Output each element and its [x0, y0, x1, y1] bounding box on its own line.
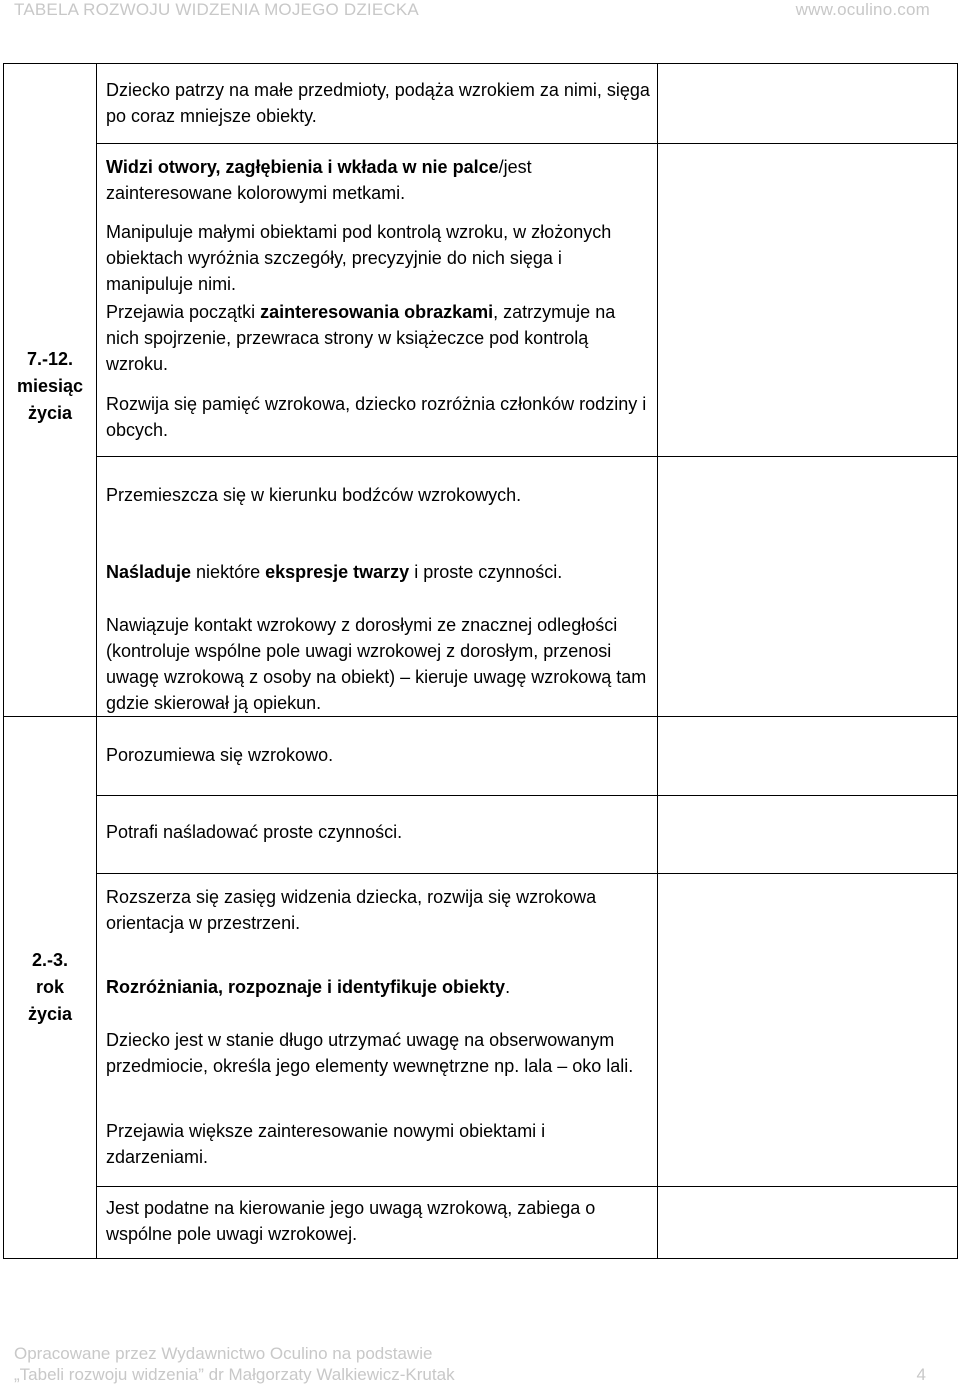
header-site: www.oculino.com	[795, 0, 930, 19]
page-number: 4	[916, 1365, 926, 1384]
bold-text: Widzi otwory, zagłębienia i wkłada w nie palce	[106, 157, 499, 177]
bold-text: zainteresowania obrazkami	[260, 302, 494, 322]
row-divider	[96, 143, 957, 144]
column-divider-age	[96, 64, 97, 1258]
row-divider	[96, 795, 957, 796]
text-segment: /jest zainteresowane kolorowymi metkami.	[106, 157, 532, 203]
bold-text: Rozróżniania, rozpoznaje i identyfikuje obiekty	[106, 977, 506, 997]
row-divider	[96, 456, 957, 457]
milestone-entry	[106, 559, 651, 585]
milestone-entry	[106, 77, 651, 129]
text-segment: Przejawia początki	[106, 302, 261, 322]
text-segment: Manipuluje małymi obiektami pod kontrolą wzroku, w złożonych obiektach wyróżnia szczegóły, precyzyjnie do nich sięga i manipuluje nimi.	[106, 222, 612, 294]
milestone-entry	[106, 1118, 651, 1170]
development-table	[3, 63, 958, 1259]
text-segment: Nawiązuje kontakt wzrokowy z dorosłymi ze znacznej odległości (kontroluje wspólne pole uwagi wzrokowej z dorosłym, przenosi uwagę wzrokową z osoby na obiekt) – kieruje uwagę wzrokową tam gdzie skierował ją opiekun.	[106, 615, 647, 713]
column-divider-notes	[657, 64, 658, 1258]
milestone-entry	[106, 1195, 651, 1247]
text-segment: niektóre	[191, 562, 266, 582]
milestone-entry	[106, 884, 651, 936]
text-segment: Dziecko jest w stanie długo utrzymać uwagę na obserwowanym przedmiocie, określa jego elementy wewnętrzne np. lala – oko lali.	[106, 1030, 634, 1076]
footer-line-1: Opracowane przez Wydawnictwo Oculino na podstawie	[14, 1344, 433, 1363]
bold-text: ekspresje twarzy	[265, 562, 410, 582]
text-segment: Potrafi naśladować proste czynności.	[106, 822, 403, 842]
row-divider-age-group	[4, 716, 957, 717]
text-segment: i proste czynności.	[409, 562, 563, 582]
text-segment: Przejawia większe zainteresowanie nowymi obiektami i zdarzeniami.	[106, 1121, 546, 1167]
row-divider	[96, 1186, 957, 1187]
milestone-entry	[106, 612, 651, 716]
text-segment: Rozwija się pamięć wzrokowa, dziecko rozróżnia członków rodziny i obcych.	[106, 394, 647, 440]
milestone-entry	[106, 742, 651, 768]
text-segment: Rozszerza się zasięg widzenia dziecka, rozwija się wzrokowa orientacja w przestrzeni.	[106, 887, 597, 933]
age-label-2-3-years: 2.-3. rok życia	[27, 950, 73, 1024]
row-divider	[96, 873, 957, 874]
milestone-entry	[106, 219, 651, 297]
text-segment: Porozumiewa się wzrokowo.	[106, 745, 334, 765]
milestone-entry	[106, 154, 651, 206]
text-segment: .	[505, 977, 511, 997]
footer-line-2: „Tabeli rozwoju widzenia” dr Małgorzaty Walkiewicz-Krutak	[14, 1365, 455, 1384]
bold-text: Naśladuje	[106, 562, 192, 582]
milestone-entry	[106, 974, 651, 1000]
header-title: TABELA ROZWOJU WIDZENIA MOJEGO DZIECKA	[14, 0, 419, 19]
age-label-7-12-months: 7.-12. miesiąc życia	[16, 349, 84, 423]
milestone-entry	[106, 482, 651, 508]
page-header	[0, 0, 960, 24]
milestone-entry	[106, 391, 651, 443]
text-segment: Przemieszcza się w kierunku bodźców wzrokowych.	[106, 485, 522, 505]
milestone-entry	[106, 1027, 651, 1079]
milestone-entry	[106, 819, 651, 845]
text-segment: , zatrzymuje na nich spojrzenie, przewraca strony w książeczce pod kontrolą wzroku.	[106, 302, 616, 374]
text-segment: Dziecko patrzy na małe przedmioty, podąża wzrokiem za nimi, sięga po coraz mniejsze obiekty.	[106, 80, 650, 126]
milestone-entry	[106, 299, 651, 377]
text-segment: Jest podatne na kierowanie jego uwagą wzrokową, zabiega o wspólne pole uwagi wzrokowej.	[106, 1198, 596, 1244]
